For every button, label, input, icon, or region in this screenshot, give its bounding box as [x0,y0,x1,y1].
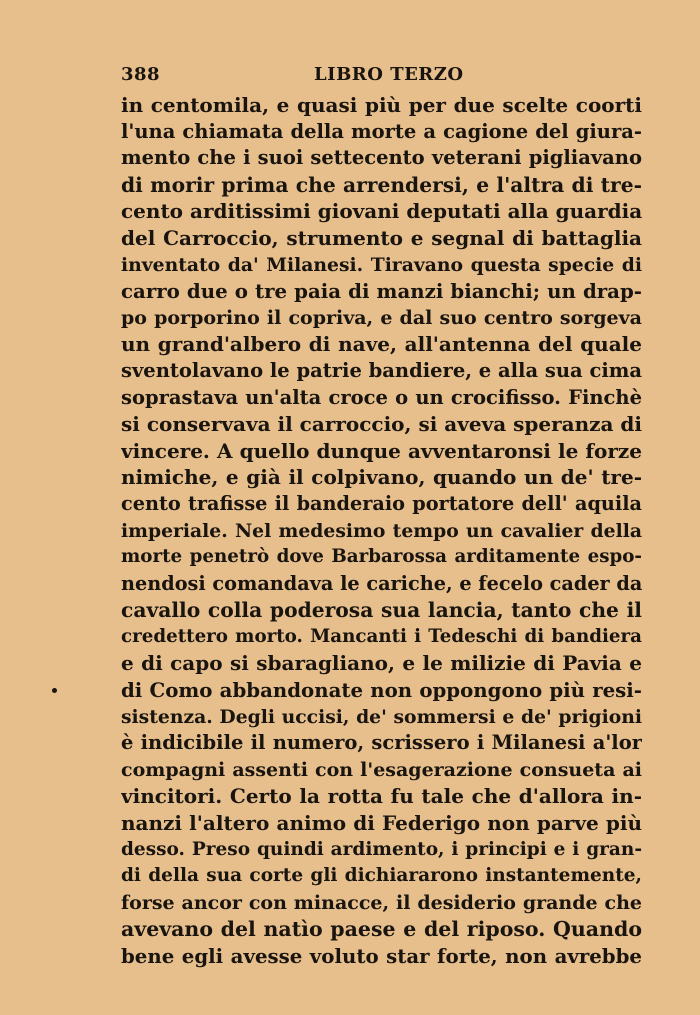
body-text [121,92,642,970]
text-line: inventato da' Milanesi. Tiravano questa specie di [121,253,642,276]
text-line: nanzi l'altero animo di Federigo non parve più [121,811,642,836]
text-line: vincere. A quello dunque avventaronsi le forze [121,438,642,463]
text-line: di morir prima che arrendersi, e l'altra di tre- [121,172,642,197]
text-line: di della sua corte gli dichiararono instantemente, [121,865,642,887]
text-line: nimiche, e già il colpivano, quando un de' tre- [121,465,642,490]
text-line: desso. Preso quindi ardimento, i principi e i gran- [121,838,642,860]
text-line: l'una chiamata della morte a cagione del giura- [121,119,642,143]
text-line: sistenza. Degli uccisi, de' sommersi e de' prigioni [121,705,642,728]
text-line: vincitori. Certo la rotta fu tale che d'allora in- [121,784,642,809]
page-number: 388 [121,64,161,85]
text-line: in centomila, e quasi più per due scelte coorti [121,93,642,117]
running-title: LIBRO TERZO [314,64,464,85]
text-line: cavallo colla poderosa sua lancia, tanto che il [121,598,642,623]
text-line: è indicibile il numero, scrissero i Milanesi a'lor [121,731,642,755]
text-line: imperiale. Nel medesimo tempo un cavalier della [121,519,642,542]
text-line: si conservava il carroccio, si aveva speranza di [121,412,642,437]
text-line: di Como abbandonate non oppongono più resi- [121,678,642,703]
text-line: compagni assenti con l'esagerazione consueta ai [121,758,642,781]
ink-speck [52,688,57,693]
text-line: morte penetrò dove Barbarossa arditamente espo- [121,546,642,568]
text-line: forse ancor con minacce, il desiderio grande che [121,891,642,914]
text-line: del Carroccio, strumento e segnal di battaglia [121,225,642,250]
text-line: cento arditissimi giovani deputati alla guardia [121,199,642,224]
text-line: soprastava un'alta croce o un crocifisso. Finchè [121,385,642,409]
text-line: credettero morto. Mancanti i Tedeschi di bandiera [121,625,642,647]
text-line: un grand'albero di nave, all'antenna del quale [121,332,642,357]
text-line: e di capo si sbaragliano, e le milizie di Pavia e [121,651,642,676]
text-line: po porporino il copriva, e dal suo centro sorgeva [121,306,642,329]
page-header [121,64,642,90]
text-line: nendosi comandava le cariche, e fecelo cader da [121,571,642,595]
text-line: sventolavano le patrie bandiere, e alla sua cima [121,358,642,382]
text-line: avevano del natìo paese e del riposo. Quando [121,917,642,942]
text-line: carro due o tre paia di manzi bianchi; un drap- [121,279,642,304]
text-line: mento che i suoi settecento veterani pigliavano [121,146,642,170]
text-line: cento trafisse il banderaio portatore dell' aquila [121,491,642,515]
text-line: bene egli avesse voluto star forte, non avrebbe [121,944,642,968]
